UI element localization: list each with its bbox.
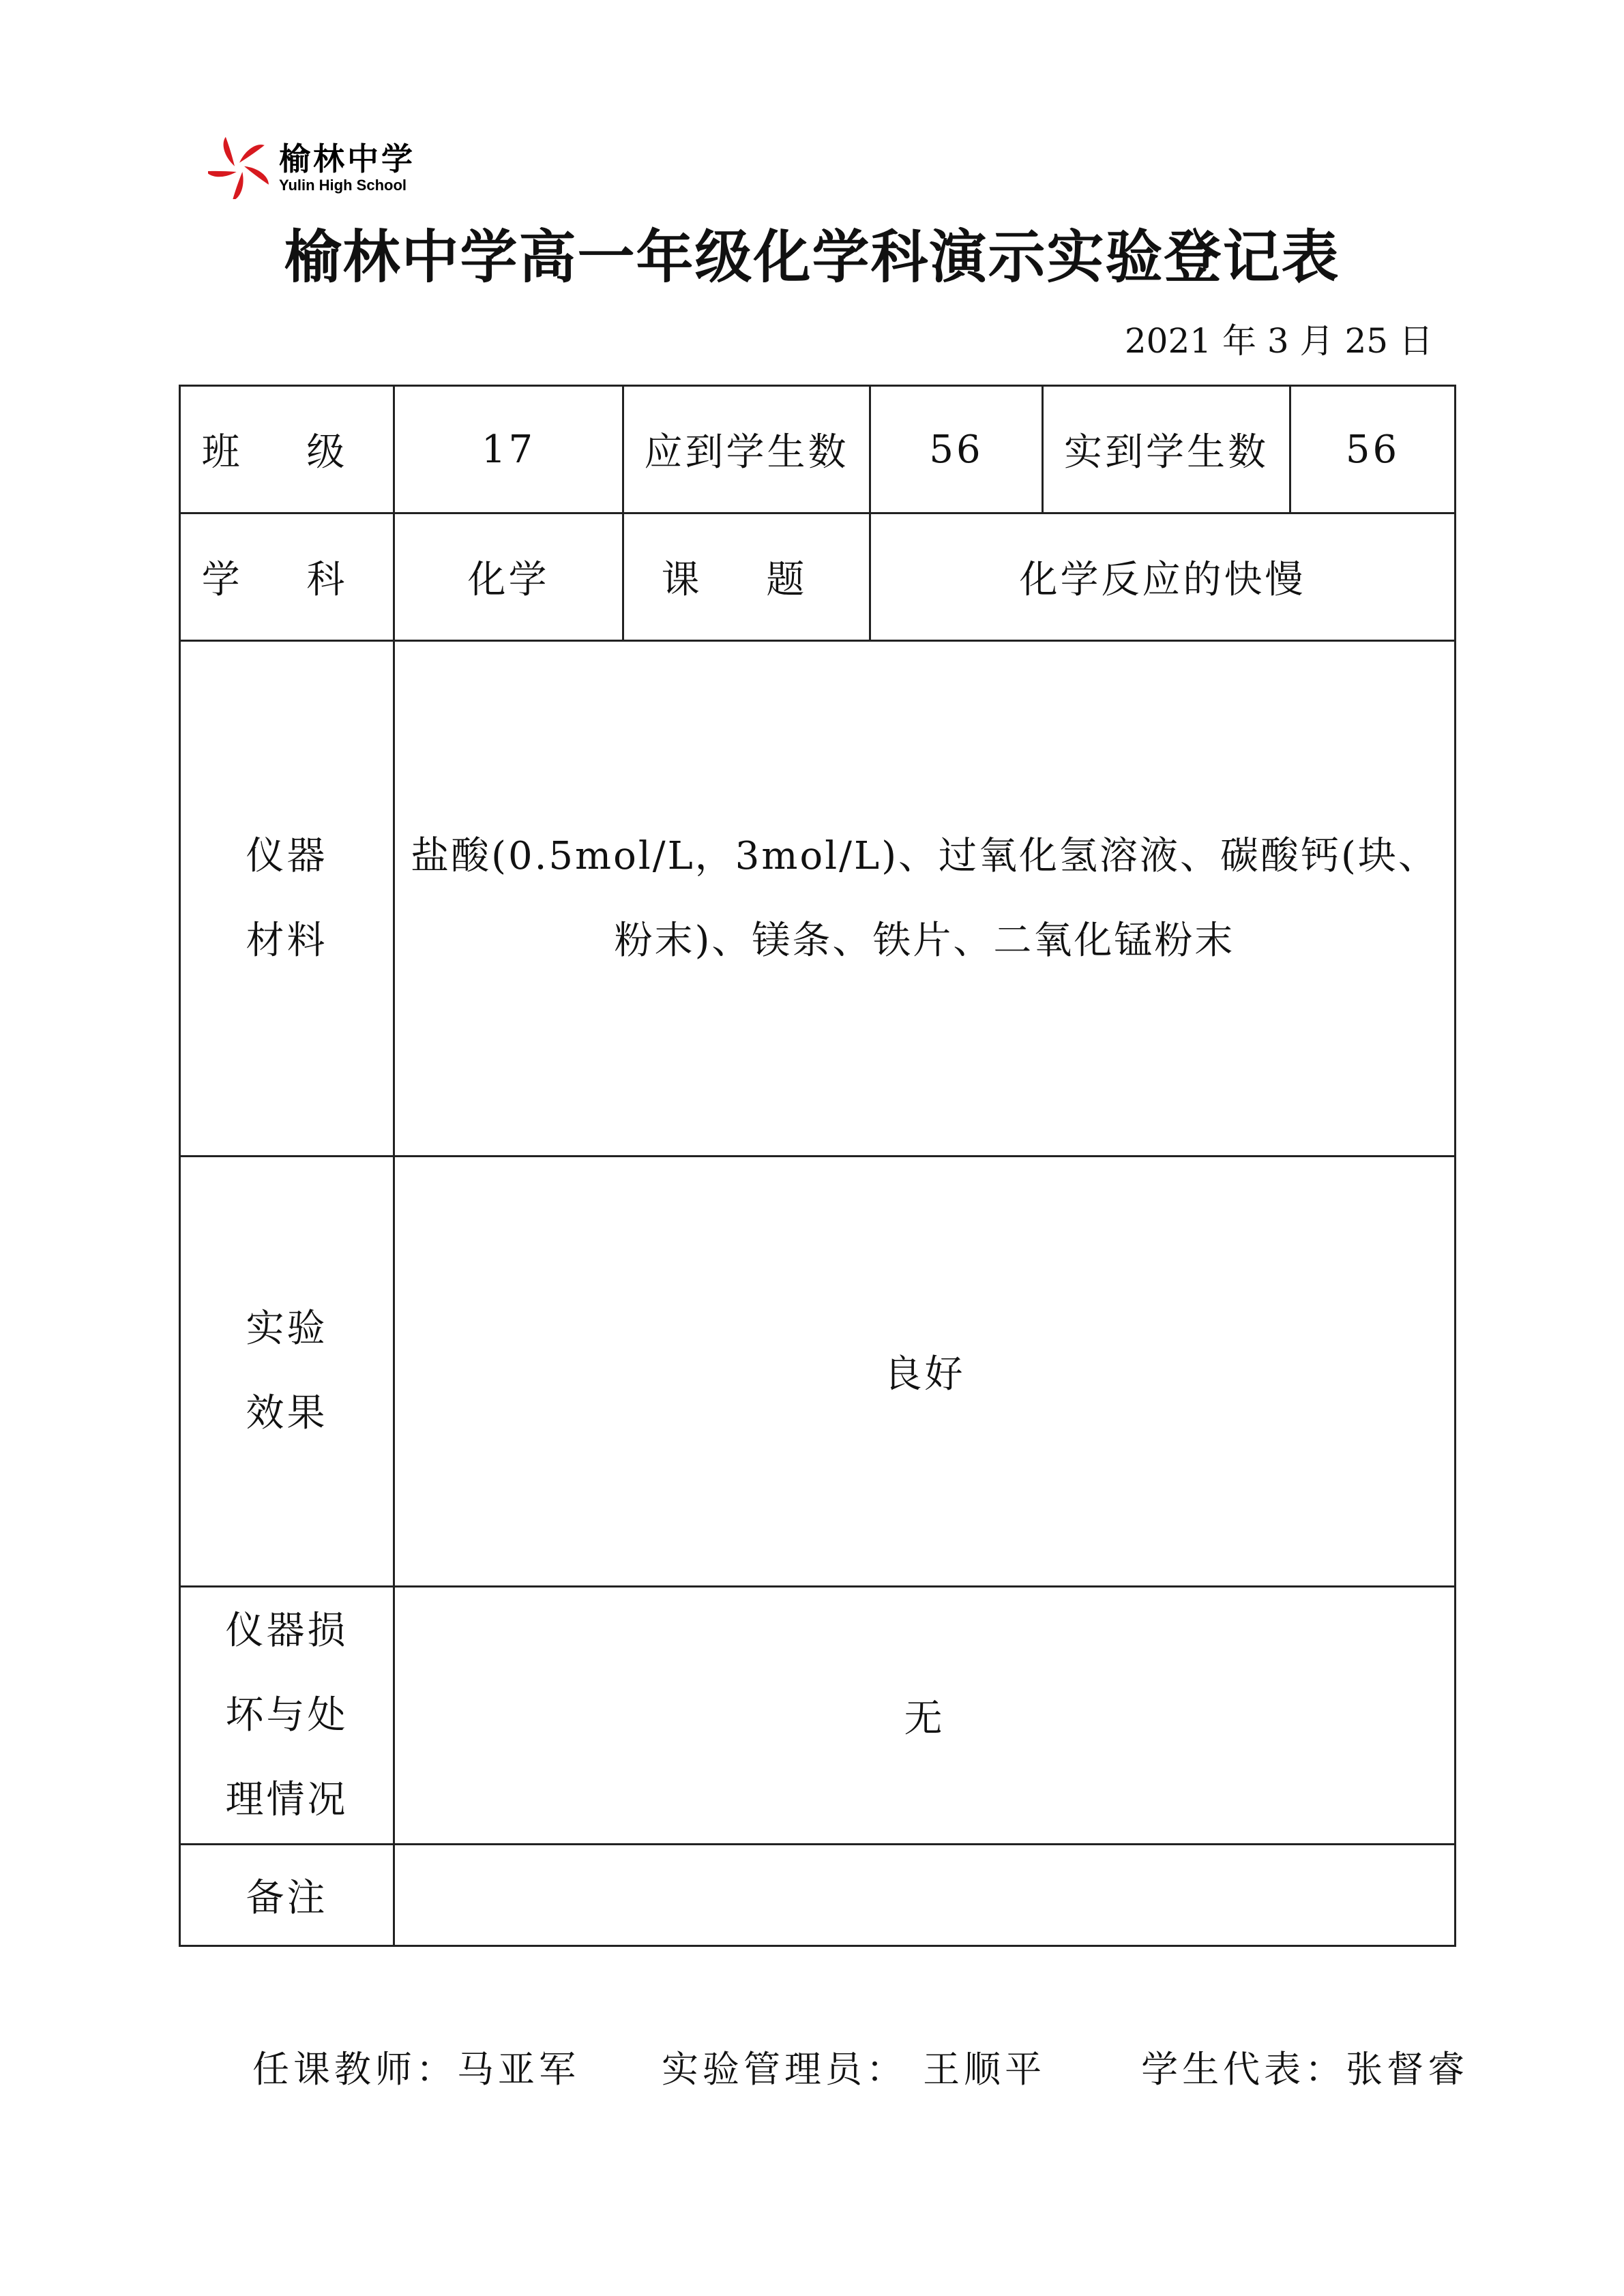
subject-value: 化学 xyxy=(394,513,623,641)
logo-name-cn: 榆林中学 xyxy=(279,140,415,177)
signature-footer xyxy=(252,2042,1468,2097)
school-logo xyxy=(208,136,415,199)
remarks-value xyxy=(394,1845,1456,1946)
actual-students-label: 实到学生数 xyxy=(1043,386,1290,513)
damage-value: 无 xyxy=(394,1587,1456,1845)
damage-label: 仪器损 坏与处 理情况 xyxy=(180,1587,394,1845)
document-title: 榆林中学高一年级化学科演示实验登记表 xyxy=(284,224,1340,290)
table-row-class xyxy=(180,386,1456,513)
teacher-signature: 任课教师：马亚军 xyxy=(252,2048,580,2091)
registration-table xyxy=(179,385,1456,1947)
actual-students-value: 56 xyxy=(1290,386,1456,513)
topic-label: 课 题 xyxy=(623,513,870,641)
table-row-materials xyxy=(180,641,1456,1157)
table-row-remarks xyxy=(180,1845,1456,1946)
materials-label: 仪器 材料 xyxy=(180,641,394,1157)
table-row-damage xyxy=(180,1587,1456,1845)
topic-value: 化学反应的快慢 xyxy=(870,513,1456,641)
remarks-label: 备注 xyxy=(180,1845,394,1946)
class-label: 班 级 xyxy=(180,386,394,513)
expected-students-label: 应到学生数 xyxy=(623,386,870,513)
effect-value: 良好 xyxy=(394,1157,1456,1587)
school-emblem-icon xyxy=(208,136,271,199)
document-date: 2021 年 3 月 25 日 xyxy=(1124,321,1433,361)
logo-name-en: Yulin High School xyxy=(279,177,407,194)
table-row-subject xyxy=(180,513,1456,641)
materials-value: 盐酸(0.5mol/L，3mol/L)、过氧化氢溶液、碳酸钙(块、粉末)、镁条、铁片、二氧化锰粉末 xyxy=(394,641,1456,1157)
table-row-effect xyxy=(180,1157,1456,1587)
student-rep-signature: 学生代表：张督睿 xyxy=(1141,2048,1469,2091)
expected-students-value: 56 xyxy=(870,386,1043,513)
class-value: 17 xyxy=(394,386,623,513)
effect-label: 实验 效果 xyxy=(180,1157,394,1587)
manager-signature: 实验管理员： 王顺平 xyxy=(662,2048,1046,2091)
subject-label: 学 科 xyxy=(180,513,394,641)
